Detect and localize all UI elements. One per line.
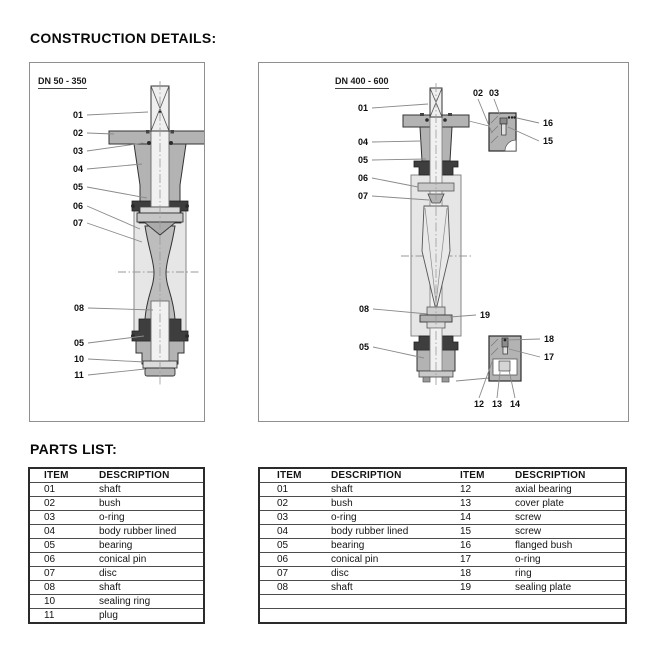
description-cell: ring xyxy=(515,567,626,581)
callout-05: 05 xyxy=(72,182,84,192)
item-cell: 01 xyxy=(259,483,331,497)
column-header-item: ITEM xyxy=(446,468,515,483)
item-cell: 17 xyxy=(446,553,515,567)
callout-06: 06 xyxy=(357,173,369,183)
callout-04: 04 xyxy=(72,164,84,174)
column-header-item: ITEM xyxy=(29,468,99,483)
callout-19: 19 xyxy=(479,310,491,320)
description-cell xyxy=(515,595,626,609)
item-cell: 06 xyxy=(29,553,99,567)
parts-table-right xyxy=(258,467,627,624)
item-cell: 10 xyxy=(29,595,99,609)
callout-01: 01 xyxy=(72,110,84,120)
callout-08: 08 xyxy=(358,304,370,314)
description-cell: bush xyxy=(99,497,204,511)
item-cell: 03 xyxy=(29,511,99,525)
description-cell: disc xyxy=(99,567,204,581)
callout-05b: 05 xyxy=(73,338,85,348)
item-cell: 08 xyxy=(29,581,99,595)
callout-18: 18 xyxy=(543,334,555,344)
description-cell: shaft xyxy=(99,581,204,595)
callout-17: 17 xyxy=(543,352,555,362)
table-row xyxy=(29,609,204,624)
callout-01: 01 xyxy=(357,103,369,113)
column-header-description: DESCRIPTION xyxy=(331,468,446,483)
top-detail-inset xyxy=(469,113,516,151)
table-row xyxy=(259,539,626,553)
callout-10: 10 xyxy=(73,354,85,364)
item-cell xyxy=(446,609,515,624)
description-cell: conical pin xyxy=(331,553,446,567)
description-cell: sealing plate xyxy=(515,581,626,595)
callout-06: 06 xyxy=(72,201,84,211)
description-cell: flanged bush xyxy=(515,539,626,553)
item-cell: 04 xyxy=(259,525,331,539)
callout-07: 07 xyxy=(72,218,84,228)
description-cell: axial bearing xyxy=(515,483,626,497)
callout-16: 16 xyxy=(542,118,554,128)
valve-drawing-dn400-600 xyxy=(259,63,628,421)
description-cell: bearing xyxy=(99,539,204,553)
item-cell: 18 xyxy=(446,567,515,581)
callout-07: 07 xyxy=(357,191,369,201)
table-row xyxy=(29,567,204,581)
description-cell: o-ring xyxy=(515,553,626,567)
item-cell: 05 xyxy=(259,539,331,553)
callout-15: 15 xyxy=(542,136,554,146)
callout-02: 02 xyxy=(72,128,84,138)
item-cell: 19 xyxy=(446,581,515,595)
description-cell: sealing ring xyxy=(99,595,204,609)
item-cell: 12 xyxy=(446,483,515,497)
page-title: CONSTRUCTION DETAILS: xyxy=(30,30,217,46)
callout-08: 08 xyxy=(73,303,85,313)
item-cell: 06 xyxy=(259,553,331,567)
item-cell xyxy=(259,595,331,609)
parts-table-left xyxy=(28,467,205,624)
bottom-detail-inset xyxy=(456,336,521,381)
item-cell: 07 xyxy=(259,567,331,581)
description-cell: body rubber lined xyxy=(99,525,204,539)
item-cell: 15 xyxy=(446,525,515,539)
callout-03: 03 xyxy=(488,88,500,98)
callout-05b: 05 xyxy=(358,342,370,352)
range-label-left: DN 50 - 350 xyxy=(38,76,87,89)
table-row xyxy=(29,511,204,525)
item-cell: 01 xyxy=(29,483,99,497)
description-cell: shaft xyxy=(99,483,204,497)
table-row xyxy=(259,511,626,525)
item-cell: 04 xyxy=(29,525,99,539)
item-cell: 13 xyxy=(446,497,515,511)
table-row xyxy=(29,525,204,539)
table-row xyxy=(29,483,204,497)
table-header-row xyxy=(259,468,626,483)
item-cell xyxy=(259,609,331,624)
item-cell: 08 xyxy=(259,581,331,595)
item-cell: 05 xyxy=(29,539,99,553)
description-cell: o-ring xyxy=(99,511,204,525)
description-cell: bearing xyxy=(331,539,446,553)
table-row xyxy=(259,609,626,624)
callout-02: 02 xyxy=(472,88,484,98)
column-header-description: DESCRIPTION xyxy=(99,468,204,483)
description-cell: shaft xyxy=(331,581,446,595)
item-cell: 11 xyxy=(29,609,99,624)
table-row xyxy=(259,581,626,595)
item-cell xyxy=(446,595,515,609)
table-row xyxy=(259,483,626,497)
callout-13: 13 xyxy=(491,399,503,409)
table-row xyxy=(29,497,204,511)
column-header-item: ITEM xyxy=(259,468,331,483)
description-cell: plug xyxy=(99,609,204,624)
diagram-dn400-600 xyxy=(258,62,629,422)
item-cell: 07 xyxy=(29,567,99,581)
description-cell: body rubber lined xyxy=(331,525,446,539)
item-cell: 14 xyxy=(446,511,515,525)
item-cell: 16 xyxy=(446,539,515,553)
table-row xyxy=(259,525,626,539)
item-cell: 02 xyxy=(259,497,331,511)
description-cell: shaft xyxy=(331,483,446,497)
table-row xyxy=(29,595,204,609)
table-row xyxy=(29,539,204,553)
callout-12: 12 xyxy=(473,399,485,409)
callout-03: 03 xyxy=(72,146,84,156)
description-cell: conical pin xyxy=(99,553,204,567)
parts-list-title: PARTS LIST: xyxy=(30,441,118,457)
valve-drawing-dn50-350 xyxy=(30,63,204,421)
table-row xyxy=(29,581,204,595)
description-cell xyxy=(331,595,446,609)
callout-04: 04 xyxy=(357,137,369,147)
item-cell: 03 xyxy=(259,511,331,525)
range-label-right: DN 400 - 600 xyxy=(335,76,389,89)
description-cell: cover plate xyxy=(515,497,626,511)
table-row xyxy=(29,553,204,567)
table-row xyxy=(259,595,626,609)
callout-11: 11 xyxy=(74,370,84,380)
description-cell xyxy=(515,609,626,624)
table-row xyxy=(259,553,626,567)
diagram-dn50-350 xyxy=(29,62,205,422)
table-header-row xyxy=(29,468,204,483)
table-row xyxy=(259,567,626,581)
description-cell xyxy=(331,609,446,624)
description-cell: screw xyxy=(515,525,626,539)
description-cell: o-ring xyxy=(331,511,446,525)
column-header-description: DESCRIPTION xyxy=(515,468,626,483)
description-cell: bush xyxy=(331,497,446,511)
callout-05: 05 xyxy=(357,155,369,165)
description-cell: screw xyxy=(515,511,626,525)
item-cell: 02 xyxy=(29,497,99,511)
table-row xyxy=(259,497,626,511)
description-cell: disc xyxy=(331,567,446,581)
callout-14: 14 xyxy=(509,399,521,409)
